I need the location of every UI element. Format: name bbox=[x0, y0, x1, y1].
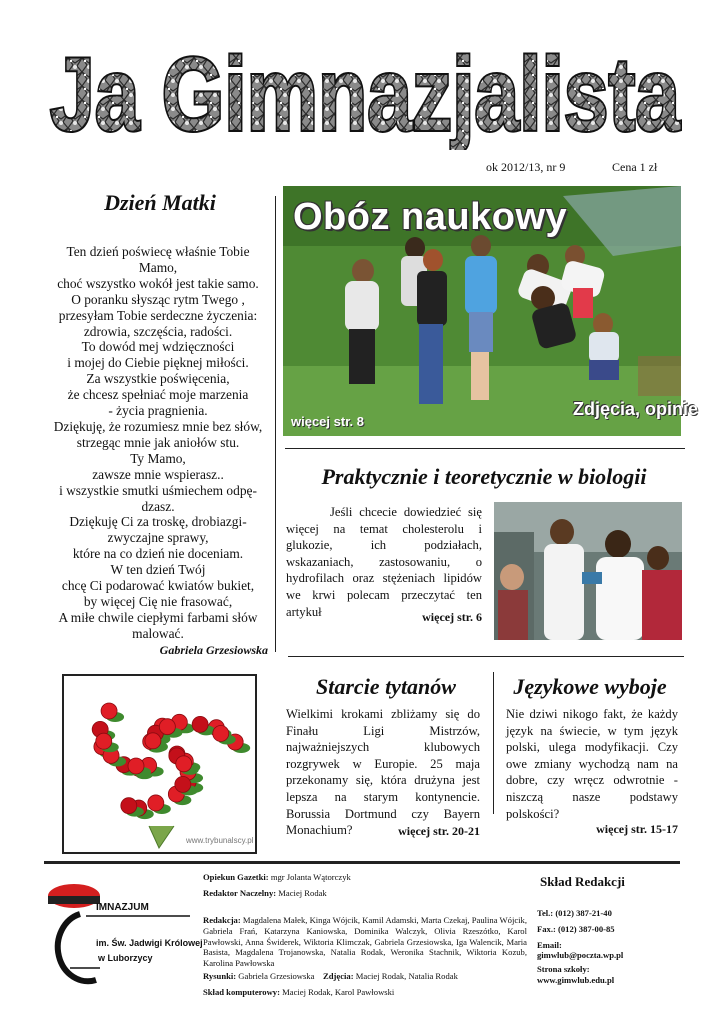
website-link[interactable]: www.gimwlub.edu.pl bbox=[537, 975, 615, 985]
supervisor-name: mgr Jolanta Wątorczyk bbox=[270, 872, 351, 882]
biology-photo bbox=[494, 502, 682, 640]
poem-line: - życia pragnienia. bbox=[108, 403, 208, 419]
titans-title: Starcie tytanów bbox=[316, 674, 456, 699]
poem-author: Gabriela Grzesiowska bbox=[159, 643, 268, 657]
poem-line: O poranku słysząc rytm Twego , bbox=[71, 291, 245, 307]
camp-photos-opinions-link[interactable]: Zdjęcia, opinie bbox=[573, 399, 699, 419]
fax-number: (012) 387-00-85 bbox=[558, 924, 615, 934]
poem-line: strzegąc mnie jak aniołów stu. bbox=[76, 434, 240, 450]
titans-text: Wielkimi krokami zbliżamy się do Finału Ligi Mistrzów, najważniejszych klubowych rozgrywek w Europie. 25 maja przekonamy się, która drużyna jest lepsza na starym kontynencie. Borussia Dortmund czy Bayern Monachium? bbox=[286, 707, 480, 838]
website-label: Strona szkoły: bbox=[537, 964, 590, 974]
fax-line bbox=[537, 924, 615, 935]
poem-line: i mojej do Ciebie pięknej miłości. bbox=[67, 355, 249, 371]
footer-divider bbox=[44, 861, 680, 864]
supervisor-line bbox=[203, 872, 351, 883]
flower-bouquet-image bbox=[62, 674, 257, 854]
fax-label: Fax.: bbox=[537, 924, 556, 934]
poem-line: Dziękuję Ci za troskę, drobiazgi- bbox=[69, 514, 247, 530]
poem-line: Ten dzień poświecę właśnie Tobie bbox=[66, 244, 250, 259]
image-credit: www.trybunalscy.pl bbox=[186, 836, 254, 845]
supervisor-label: Opiekun Gazetki: bbox=[203, 872, 269, 882]
drawings-name: Gabriela Grzesiowska bbox=[238, 971, 315, 981]
poem-line: przesyłam Tobie serdeczne życzenia: bbox=[58, 307, 258, 323]
phone-number: (012) 387-21-40 bbox=[555, 908, 612, 918]
phone-label: Tel.: bbox=[537, 908, 554, 918]
masthead-title: Ja Gimnazjalista bbox=[50, 37, 681, 150]
editorial-team-title: Skład Redakcji bbox=[540, 874, 625, 889]
poem-line: które na co dzień nie doceniam. bbox=[72, 546, 244, 562]
poem-line: Mamo, bbox=[138, 259, 178, 275]
section-divider bbox=[285, 448, 685, 449]
email-link[interactable]: gimwlub@poczta.wp.pl bbox=[537, 950, 624, 960]
masthead bbox=[40, 30, 690, 150]
column-divider bbox=[493, 672, 494, 814]
phone-line bbox=[537, 908, 612, 919]
logo-line-2: im. Św. Jadwigi Królowej bbox=[96, 938, 203, 948]
issue-info: ok 2012/13, nr 9 bbox=[486, 160, 566, 174]
poem-line: malować. bbox=[132, 625, 184, 641]
poem-line: W ten dzień Twój bbox=[110, 562, 206, 578]
column-divider bbox=[275, 196, 276, 652]
poem-line: że chcesz spełniać moje marzenia bbox=[67, 387, 249, 403]
language-title: Językowe wyboje bbox=[513, 674, 667, 699]
logo-line-1: IMNAZJUM bbox=[96, 902, 149, 913]
typeset-names: Maciej Rodak, Karol Pawłowski bbox=[282, 987, 395, 997]
poem-line: Dziękuję, że rozumiesz mnie bez słów, bbox=[53, 418, 263, 434]
editor-name: Maciej Rodak bbox=[278, 888, 327, 898]
poem-line: zawsze mnie wspierasz.. bbox=[92, 466, 224, 482]
school-logo bbox=[40, 880, 203, 1000]
editorial-names: Magdalena Małek, Kinga Wójcik, Kamil Adamski, Marta Czekaj, Paulina Wójcik, Gabriela Frań, Katarzyna Kaniowska, Dominika Walczyk, Olivia Rzeszótko, Karol Pawłowski, Anna Świderek, Wiktoria Klimczak, Gabriela Grzesiowska, Iga Walencik, Maria Basista, Magdalena Trojanowska, Natalia Rodak, Weronika Stachnik, Wiktoria Kozub, Karolina Pawłowska bbox=[203, 915, 527, 969]
poem-line: zdrowia, szczęścia, radości. bbox=[83, 323, 233, 339]
titans-more-link[interactable]: więcej str. 20-21 bbox=[398, 824, 480, 838]
poem-line: Ty Mamo, bbox=[130, 450, 186, 466]
credits-line bbox=[203, 971, 458, 982]
camp-title: Obóz naukowy bbox=[293, 196, 568, 238]
logo-line-3: w Luborzycy bbox=[98, 953, 153, 963]
biology-more-link[interactable]: więcej str. 6 bbox=[422, 610, 482, 624]
poem-line: dzasz. bbox=[141, 498, 175, 514]
poem-line: To dowód mej wdzięczności bbox=[81, 339, 235, 355]
editor-line bbox=[203, 888, 327, 899]
mothers-day-poem bbox=[46, 244, 270, 642]
language-text: Nie dziwi nikogo fakt, że każdy język na świecie, w tym język polski, ulega modyfikacji. Czy owe zmiany wychodzą nam na dobre, czy wręcz odwrotnie - niszczą nasze podstawy polskości? bbox=[506, 707, 678, 821]
poem-line: by więcej Cię nie frasować, bbox=[83, 593, 233, 609]
drawings-label: Rysunki: bbox=[203, 971, 237, 981]
poem-line: chcę Ci podarować kwiatów bukiet, bbox=[61, 578, 255, 594]
section-divider bbox=[288, 656, 684, 657]
poem-line: A miłe chwile ciepłymi farbami słów bbox=[58, 609, 258, 625]
poem-line: zwyczajne sprawy, bbox=[107, 530, 209, 546]
editor-label: Redaktor Naczelny: bbox=[203, 888, 277, 898]
poem-line: i wszystkie smutki uśmiechem odpę- bbox=[59, 482, 257, 498]
email-label: Email: bbox=[537, 940, 562, 950]
biology-title: Praktycznie i teoretycznie w biologii bbox=[321, 464, 647, 489]
mothers-day-title: Dzień Matki bbox=[104, 190, 216, 215]
issue-price: Cena 1 zł bbox=[612, 160, 658, 174]
biology-text: Jeśli chcecie dowiedzieć się więcej na temat cholesterolu i glukozie, ich podziałach, wskazaniach, zastosowaniu, o hydrofilach oraz stężeniach lipidów we krwi polecam przeczytać ten artykuł bbox=[286, 505, 482, 619]
typeset-line bbox=[203, 987, 394, 998]
editorial-staff bbox=[203, 915, 527, 969]
poem-line: Za wszystkie poświęcenia, bbox=[86, 371, 230, 387]
camp-more-link[interactable]: więcej str. 8 bbox=[291, 414, 364, 429]
typeset-label: Skład komputerowy: bbox=[203, 987, 280, 997]
poem-line: choć wszystko wokół jest takie samo. bbox=[57, 275, 259, 291]
editorial-label: Redakcja: bbox=[203, 915, 241, 925]
roses-illustration bbox=[92, 703, 250, 819]
language-more-link[interactable]: więcej str. 15-17 bbox=[596, 822, 678, 836]
photos-names: Maciej Rodak, Natalia Rodak bbox=[355, 971, 458, 981]
photos-label: Zdjęcia: bbox=[323, 971, 354, 981]
